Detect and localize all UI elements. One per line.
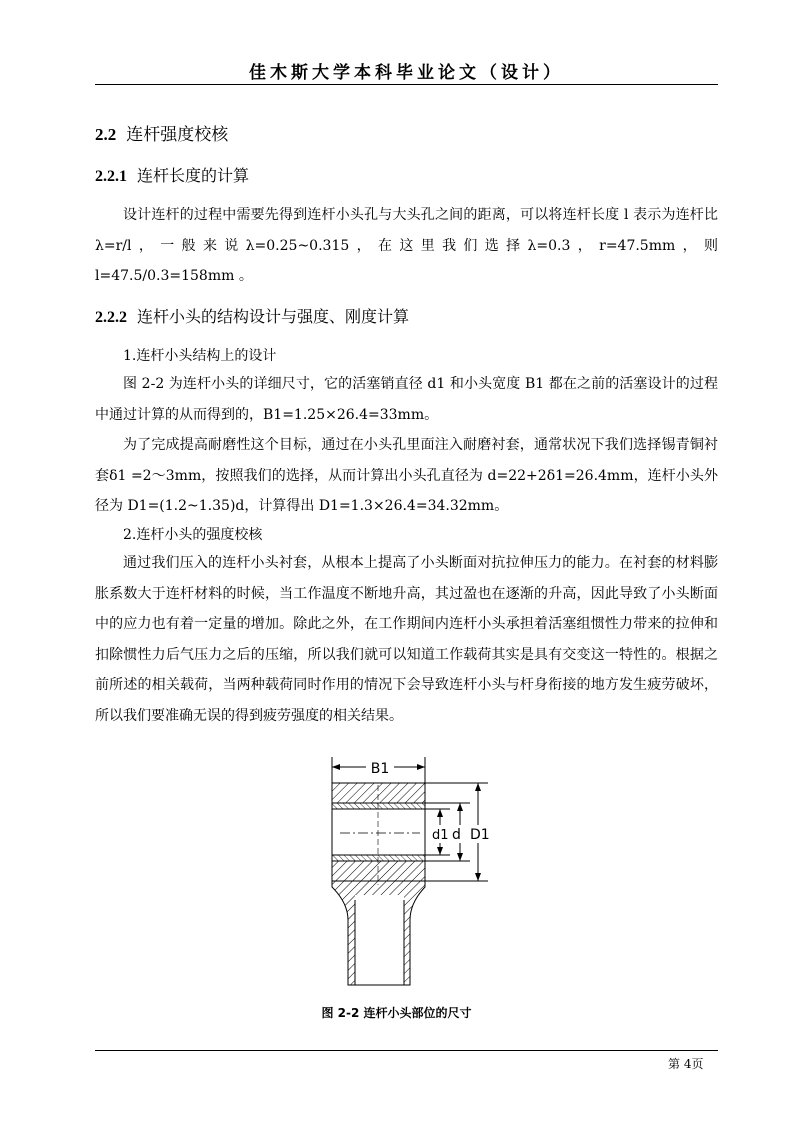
list-item-strength: 2.连杆小头的强度校核 [123, 527, 263, 543]
label-b1: B1 [370, 761, 390, 777]
section-number: 2.2 [95, 125, 117, 144]
footer-rule [95, 1050, 718, 1051]
connecting-rod-diagram [300, 755, 500, 995]
subsection-heading-2 [95, 304, 409, 327]
subsection-heading-1 [95, 163, 249, 186]
paragraph-length-calc: 设计连杆的过程中需要先得到连杆小头孔与大头孔之间的距离，可以将连杆长度 l 表示为连杆比λ=r/l，一般来说λ=0.25~0.315，在这里我们选择λ=0.3，r=47.5mm，则 l=47.5/0.3=158mm 。 [95, 207, 718, 284]
subsection-title: 连杆长度的计算 [137, 166, 250, 185]
list-item-structure: 1.连杆小头结构上的设计 [123, 348, 277, 364]
figure-caption: 图 2-2 连杆小头部位的尺寸 [321, 1006, 472, 1020]
label-d: d [452, 827, 461, 843]
label-d1: d1 [432, 828, 449, 843]
connecting-rod-figure [300, 755, 500, 999]
header-rule [95, 84, 718, 85]
page-header: 佳木斯大学本科毕业论文（设计） [249, 63, 564, 83]
paragraph-bushing: 为了完成提高耐磨性这个目标，通过在小头孔里面注入耐磨衬套，通常状况下我们选择锡青铜衬套δ1 =2～3mm，按照我们的选择，从而计算出小头孔直径为 d=22+2δ1=26.4mm，连杆小头外径为 D1=(1.2~1.35)d，计算得出 D1=1.3×26.4=34.32mm。 [95, 437, 718, 514]
paragraph-dimensions: 图 2-2 为连杆小头的详细尺寸，它的活塞销直径 d1 和小头宽度 B1 都在之前的活塞设计的过程中通过计算的从而得到的，B1=1.25×26.4=33mm。 [95, 376, 718, 423]
label-D1: D1 [470, 827, 490, 843]
page-number: 第 4页 [668, 1057, 704, 1071]
subsection-number: 2.2.2 [95, 309, 127, 326]
section-title: 连杆强度校核 [126, 125, 229, 145]
subsection-title: 连杆小头的结构设计与强度、刚度计算 [137, 307, 410, 326]
paragraph-fatigue: 通过我们压入的连杆小头衬套，从根本上提高了小头断面对抗拉伸压力的能力。在衬套的材料膨胀系数大于连杆材料的时候，当工作温度不断地升高，其过盈也在逐渐的升高，因此导致了小头断面中的应力也有着一定量的增加。除此之外，在工作期间内连杆小头承担着活塞组惯性力带来的拉伸和扣除惯性力后气压力之后的压缩，所以我们就可以知道工作载荷其实是具有交变这一特性的。根据之前所述的相关载荷，当两种载荷同时作用的情况下会导致连杆小头与杆身衔接的地方发生疲劳破坏，所以我们要准确无误的得到疲劳强度的相关结果。 [95, 555, 718, 724]
section-heading [95, 120, 228, 145]
subsection-number: 2.2.1 [95, 168, 127, 185]
